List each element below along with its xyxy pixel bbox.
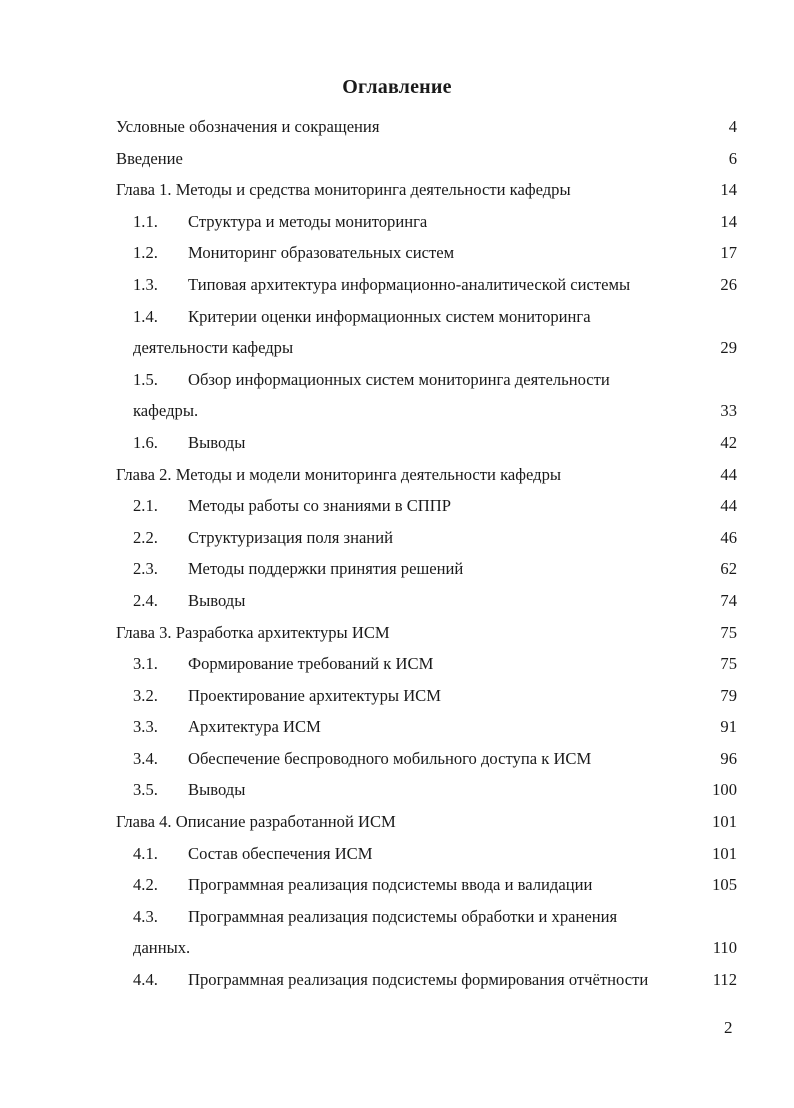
toc-entry-continuation[interactable] — [116, 395, 737, 427]
section-number: 2.1. — [133, 496, 158, 516]
toc-entry-label: Формирование требований к ИСМ — [188, 654, 434, 674]
toc-section-entry[interactable] — [116, 269, 737, 301]
section-number: 4.4. — [133, 970, 158, 990]
dot-leader — [456, 257, 718, 258]
toc-section-entry[interactable] — [116, 427, 737, 459]
toc-entry-label-continued: деятельности кафедры — [133, 338, 294, 358]
toc-page-number: 29 — [720, 338, 737, 358]
toc-entry-label-continued: кафедры. — [133, 401, 199, 421]
toc-page-number: 14 — [720, 211, 737, 231]
toc-entry-label: Выводы — [188, 432, 246, 452]
toc-page-number: 26 — [720, 274, 737, 294]
toc-page-number: 4 — [728, 117, 737, 136]
toc-page-number: 33 — [720, 401, 737, 421]
dot-leader — [563, 479, 718, 480]
section-number: 4.3. — [133, 906, 158, 926]
toc-entry-label: Выводы — [188, 590, 246, 610]
toc-page-number: 96 — [720, 748, 737, 768]
dot-leader — [594, 889, 710, 890]
toc-page-number: 91 — [720, 717, 737, 737]
section-number: 3.5. — [133, 780, 158, 800]
toc-section-entry[interactable] — [116, 869, 737, 901]
toc-entry-label: Архитектура ИСМ — [188, 717, 321, 737]
toc-entry-continuation[interactable] — [116, 932, 737, 964]
dot-leader — [453, 510, 718, 511]
dot-leader — [192, 952, 711, 953]
toc-entry-label: Программная реализация подсистемы обработки и хранения — [188, 906, 618, 926]
toc-entry-label: Условные обозначения и сокращения — [116, 117, 380, 136]
dot-leader — [247, 794, 710, 795]
section-number: 2.3. — [133, 559, 158, 579]
dot-leader — [200, 415, 718, 416]
dot-leader — [295, 352, 718, 353]
toc-entry-label: Программная реализация подсистемы формирования отчётности — [188, 970, 649, 990]
toc-page-number: 17 — [720, 243, 737, 263]
section-number: 1.1. — [133, 211, 158, 231]
toc-entry-label: Глава 3. Разработка архитектуры ИСМ — [116, 622, 390, 642]
toc-section-entry[interactable] — [116, 711, 737, 743]
toc-entry-label: Состав обеспечения ИСМ — [188, 843, 373, 863]
toc-chapter-entry[interactable] — [116, 617, 737, 649]
toc-chapter-entry[interactable] — [116, 174, 737, 206]
toc-section-entry[interactable] — [116, 648, 737, 680]
toc-title: Оглавление — [342, 76, 452, 98]
section-number: 3.3. — [133, 717, 158, 737]
section-number: 1.5. — [133, 369, 158, 389]
toc-section-entry[interactable] — [116, 585, 737, 617]
toc-section-entry[interactable] — [116, 964, 737, 996]
toc-entry-label: Структуризация поля знаний — [188, 527, 393, 547]
toc-page-number: 101 — [712, 812, 737, 832]
toc-entry-label: Введение — [116, 148, 183, 168]
section-number: 1.2. — [133, 243, 158, 263]
toc-section-entry[interactable] — [116, 680, 737, 712]
toc-entry-continuation[interactable] — [116, 332, 737, 364]
dot-leader — [375, 858, 711, 859]
dot-leader — [395, 542, 718, 543]
toc-page-number: 75 — [720, 654, 737, 674]
toc-section-entry[interactable] — [116, 364, 737, 396]
toc-page-number: 62 — [720, 559, 737, 579]
toc-entry-label: Программная реализация подсистемы ввода и валидации — [188, 875, 593, 895]
page-number: 2 — [724, 1018, 733, 1037]
toc-entry-label: Методы работы со знаниями в СППР — [188, 496, 452, 516]
toc-entry-label: Обеспечение беспроводного мобильного доступа к ИСМ — [188, 748, 592, 768]
toc-section-entry[interactable] — [116, 838, 737, 870]
section-number: 1.4. — [133, 306, 158, 326]
toc-page-number: 79 — [720, 685, 737, 705]
toc-entry[interactable] — [116, 143, 737, 175]
dot-leader — [247, 447, 718, 448]
toc-page-number: 14 — [720, 180, 737, 200]
toc-entry-label-continued: данных. — [133, 938, 191, 958]
dot-leader — [247, 605, 718, 606]
toc-page-number: 105 — [712, 875, 737, 895]
toc-entry-label: Обзор информационных систем мониторинга деятельности — [188, 369, 610, 389]
toc-entry-label: Мониторинг образовательных систем — [188, 243, 455, 263]
dot-leader — [593, 763, 718, 764]
dot-leader — [392, 637, 719, 638]
section-number: 2.4. — [133, 590, 158, 610]
toc-entry-label: Выводы — [188, 780, 246, 800]
dot-leader — [573, 194, 719, 195]
toc-page-number: 74 — [720, 590, 737, 610]
section-number: 4.1. — [133, 843, 158, 863]
toc-page-number: 101 — [712, 843, 737, 863]
dot-leader — [443, 700, 718, 701]
toc-entry[interactable] — [116, 111, 737, 143]
dot-leader — [398, 826, 710, 827]
toc-entry-label: Критерии оценки информационных систем мониторинга — [188, 306, 591, 326]
section-number: 3.1. — [133, 654, 158, 674]
toc-page-number: 110 — [712, 938, 737, 958]
toc-chapter-entry[interactable] — [116, 459, 737, 491]
toc-page-number: 100 — [712, 780, 737, 800]
toc-section-entry[interactable] — [116, 490, 737, 522]
section-number: 3.4. — [133, 748, 158, 768]
dot-leader — [381, 131, 726, 132]
toc-section-entry[interactable] — [116, 743, 737, 775]
toc-entry-label: Глава 1. Методы и средства мониторинга деятельности кафедры — [116, 180, 571, 200]
section-number: 1.3. — [133, 274, 158, 294]
toc-section-entry[interactable] — [116, 301, 737, 333]
section-number: 1.6. — [133, 432, 158, 452]
toc-entry-label: Глава 4. Описание разработанной ИСМ — [116, 812, 396, 832]
dot-leader — [632, 289, 718, 290]
dot-leader — [185, 163, 727, 164]
toc-section-entry[interactable] — [116, 901, 737, 933]
toc-page-number: 44 — [720, 496, 737, 516]
table-of-contents — [116, 111, 737, 996]
toc-entry-label: Типовая архитектура информационно-аналитической системы — [188, 274, 631, 294]
toc-entry-label: Проектирование архитектуры ИСМ — [188, 685, 441, 705]
toc-entry-label: Методы поддержки принятия решений — [188, 559, 464, 579]
toc-section-entry[interactable] — [116, 553, 737, 585]
toc-entry-label: Структура и методы мониторинга — [188, 211, 428, 231]
toc-page-number: 44 — [720, 464, 737, 484]
toc-entry-label: Глава 2. Методы и модели мониторинга деятельности кафедры — [116, 464, 562, 484]
toc-page-number: 46 — [720, 527, 737, 547]
toc-chapter-entry[interactable] — [116, 806, 737, 838]
toc-section-entry[interactable] — [116, 522, 737, 554]
toc-section-entry[interactable] — [116, 206, 737, 238]
toc-page-number: 42 — [720, 432, 737, 452]
section-number: 4.2. — [133, 875, 158, 895]
dot-leader — [435, 668, 718, 669]
dot-leader — [429, 226, 718, 227]
toc-page-number: 112 — [712, 970, 737, 990]
section-number: 3.2. — [133, 685, 158, 705]
toc-page-number: 75 — [720, 622, 737, 642]
toc-page-number: 6 — [728, 148, 737, 168]
dot-leader — [323, 731, 719, 732]
dot-leader — [465, 573, 718, 574]
toc-section-entry[interactable] — [116, 237, 737, 269]
toc-section-entry[interactable] — [116, 774, 737, 806]
section-number: 2.2. — [133, 527, 158, 547]
